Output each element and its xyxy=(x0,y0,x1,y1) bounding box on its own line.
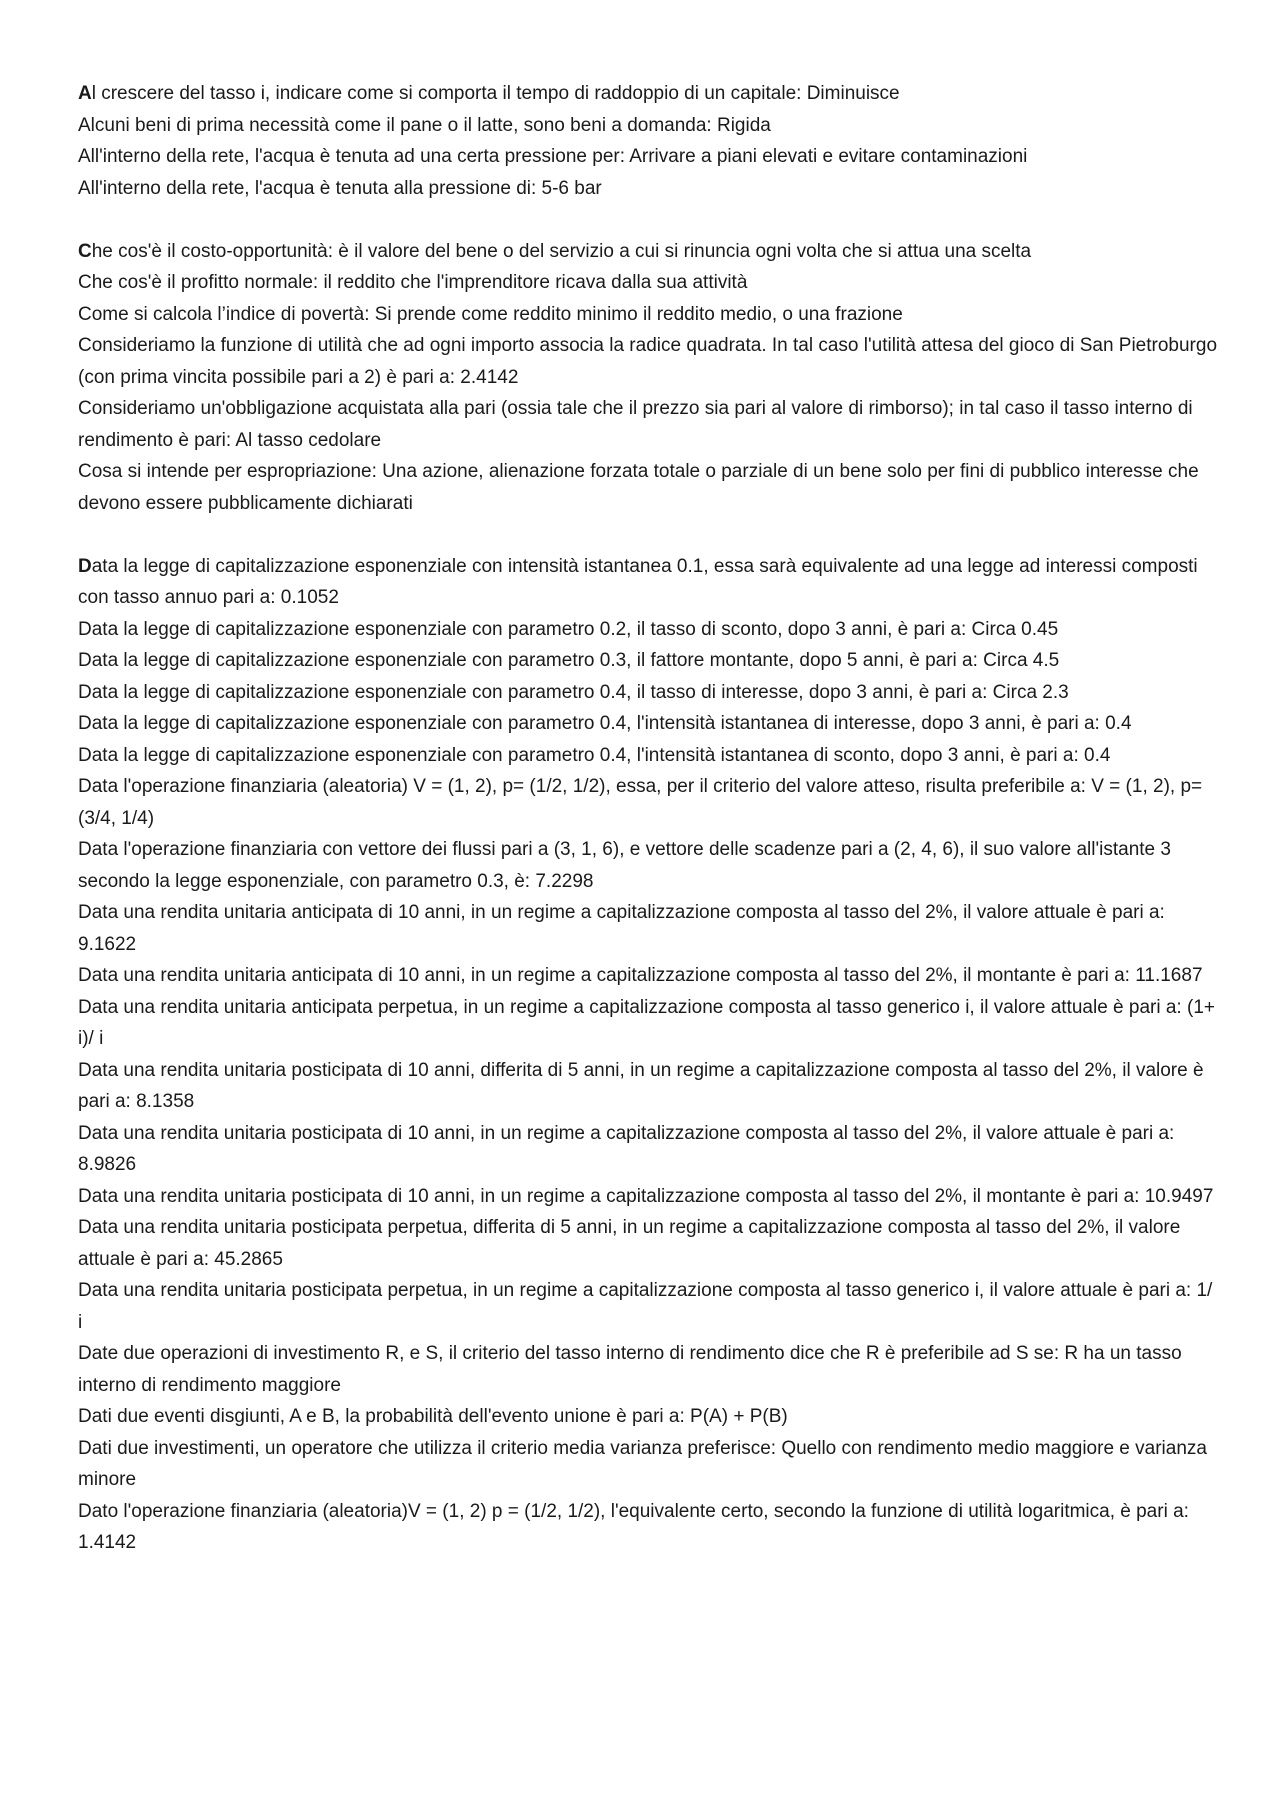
entry xyxy=(78,393,1218,456)
entry-text: Dato l'operazione finanziaria (aleatoria)V = (1, 2) p = (1/2, 1/2), l'equivalente certo, secondo la funzione di utilità logaritmica, è pari a: 1.4142 xyxy=(78,1500,1189,1553)
entry xyxy=(78,141,1218,173)
entry xyxy=(78,1118,1218,1181)
entry xyxy=(78,897,1218,960)
entry xyxy=(78,551,1218,614)
entry xyxy=(78,1055,1218,1118)
section-initial: D xyxy=(78,555,92,577)
entry xyxy=(78,677,1218,709)
entry-text: Che cos'è il profitto normale: il reddito che l'imprenditore ricava dalla sua attività xyxy=(78,272,748,293)
entry-text: Data una rendita unitaria posticipata di 10 anni, in un regime a capitalizzazione composta al tasso del 2%, il montante è pari a: 10.9497 xyxy=(78,1185,1214,1207)
entry-text: Data l'operazione finanziaria con vettore dei flussi pari a (3, 1, 6), e vettore delle scadenze pari a (2, 4, 6), il suo valore all'istante 3 secondo la legge esponenziale, con parametro 0.3, è: 7.2298 xyxy=(78,839,1171,892)
section-c xyxy=(78,236,1218,520)
entry xyxy=(78,645,1218,677)
entry-text: Dati due eventi disgiunti, A e B, la probabilità dell'evento unione è pari a: P(A) + P(B) xyxy=(78,1406,788,1427)
entry xyxy=(78,330,1218,393)
entry xyxy=(78,110,1218,142)
entry xyxy=(78,992,1218,1055)
document-page xyxy=(78,78,1218,1590)
entry xyxy=(78,1338,1218,1401)
entry-text: he cos'è il costo-opportunità: è il valore del bene o del servizio a cui si rinuncia ogni volta che si attua una scelta xyxy=(91,240,1032,262)
entry-text: Data la legge di capitalizzazione esponenziale con parametro 0.4, l'intensità istantanea di sconto, dopo 3 anni, è pari a: 0.4 xyxy=(78,744,1111,766)
section-d xyxy=(78,551,1218,1559)
entry-text: Data la legge di capitalizzazione esponenziale con parametro 0.3, il fattore montante, dopo 5 anni, è pari a: Circa 4.5 xyxy=(78,650,1060,671)
entry-text: Alcuni beni di prima necessità come il pane o il latte, sono beni a domanda: Rigida xyxy=(78,114,771,136)
section-initial: C xyxy=(78,240,92,262)
entry-text: Data la legge di capitalizzazione esponenziale con parametro 0.4, il tasso di interesse, dopo 3 anni, è pari a: Circa 2.3 xyxy=(78,681,1069,703)
entry xyxy=(78,1181,1218,1213)
entry-text: Data una rendita unitaria posticipata di 10 anni, in un regime a capitalizzazione composta al tasso del 2%, il valore attuale è pari a: 8.9826 xyxy=(78,1122,1175,1175)
entry xyxy=(78,456,1218,519)
entry xyxy=(78,1433,1218,1496)
entry xyxy=(78,299,1218,331)
entry-text: ata la legge di capitalizzazione esponenziale con intensità istantanea 0.1, essa sarà equivalente ad una legge ad interessi composti con tasso annuo pari a: 0.1052 xyxy=(78,555,1198,608)
entry-text: Data una rendita unitaria anticipata di 10 anni, in un regime a capitalizzazione composta al tasso del 2%, il valore attuale è pari a: 9.1622 xyxy=(78,902,1165,955)
entry xyxy=(78,78,1218,110)
entry xyxy=(78,740,1218,772)
entry-text: Cosa si intende per espropriazione: Una azione, alienazione forzata totale o parziale di un bene solo per fini di pubblico interesse che devono essere pubblicamente dichiarati xyxy=(78,461,1199,514)
entry-text: Data una rendita unitaria anticipata di 10 anni, in un regime a capitalizzazione composta al tasso del 2%, il montante è pari a: 11.1687 xyxy=(78,965,1203,986)
entry xyxy=(78,1212,1218,1275)
entry xyxy=(78,1275,1218,1338)
entry-text: Data una rendita unitaria posticipata perpetua, in un regime a capitalizzazione composta al tasso generico i, il valore attuale è pari a: 1/ i xyxy=(78,1280,1213,1333)
entry-text: Data una rendita unitaria posticipata di 10 anni, differita di 5 anni, in un regime a capitalizzazione composta al tasso del 2%, il valore è pari a: 8.1358 xyxy=(78,1059,1204,1112)
entry-text: All'interno della rete, l'acqua è tenuta ad una certa pressione per: Arrivare a piani elevati e evitare contaminazioni xyxy=(78,146,1028,167)
entry xyxy=(78,1401,1218,1433)
entry xyxy=(78,236,1218,268)
entry-text: Dati due investimenti, un operatore che utilizza il criterio media varianza preferisce: Quello con rendimento medio maggiore e varianza minore xyxy=(78,1437,1207,1490)
entry xyxy=(78,771,1218,834)
section-a xyxy=(78,78,1218,204)
entry xyxy=(78,614,1218,646)
entry-text: l crescere del tasso i, indicare come si comporta il tempo di raddoppio di un capitale: Diminuisce xyxy=(91,83,900,104)
entry-text: Data l'operazione finanziaria (aleatoria) V = (1, 2), p= (1/2, 1/2), essa, per il criterio del valore atteso, risulta preferibile a: V = (1, 2), p= (3/4, 1/4) xyxy=(78,776,1203,829)
entry-text: Date due operazioni di investimento R, e S, il criterio del tasso interno di rendimento dice che R è preferibile ad S se: R ha un tasso interno di rendimento maggiore xyxy=(78,1343,1182,1396)
entry-text: All'interno della rete, l'acqua è tenuta alla pressione di: 5-6 bar xyxy=(78,177,602,199)
entry-text: Data la legge di capitalizzazione esponenziale con parametro 0.2, il tasso di sconto, dopo 3 anni, è pari a: Circa 0.45 xyxy=(78,618,1059,640)
entry-text: Data la legge di capitalizzazione esponenziale con parametro 0.4, l'intensità istantanea di interesse, dopo 3 anni, è pari a: 0.4 xyxy=(78,713,1132,734)
entry xyxy=(78,834,1218,897)
entry-text: Data una rendita unitaria anticipata perpetua, in un regime a capitalizzazione composta al tasso generico i, il valore attuale è pari a: (1+ i)/ i xyxy=(78,996,1215,1049)
entry-text: Consideriamo un'obbligazione acquistata alla pari (ossia tale che il prezzo sia pari al valore di rimborso); in tal caso il tasso interno di rendimento è pari: Al tasso cedolare xyxy=(78,398,1193,451)
entry-text: Consideriamo la funzione di utilità che ad ogni importo associa la radice quadrata. In tal caso l'utilità attesa del gioco di San Pietroburgo (con prima vincita possibile pari a 2) è pari a: 2.4142 xyxy=(78,335,1218,388)
entry xyxy=(78,960,1218,992)
entry xyxy=(78,708,1218,740)
entry-text: Data una rendita unitaria posticipata perpetua, differita di 5 anni, in un regime a capitalizzazione composta al tasso del 2%, il valore attuale è pari a: 45.2865 xyxy=(78,1217,1181,1270)
entry xyxy=(78,267,1218,299)
entry xyxy=(78,1496,1218,1559)
entry-text: Come si calcola l’indice di povertà: Si prende come reddito minimo il reddito medio, o una frazione xyxy=(78,303,903,325)
entry xyxy=(78,173,1218,205)
section-initial: A xyxy=(78,83,92,104)
